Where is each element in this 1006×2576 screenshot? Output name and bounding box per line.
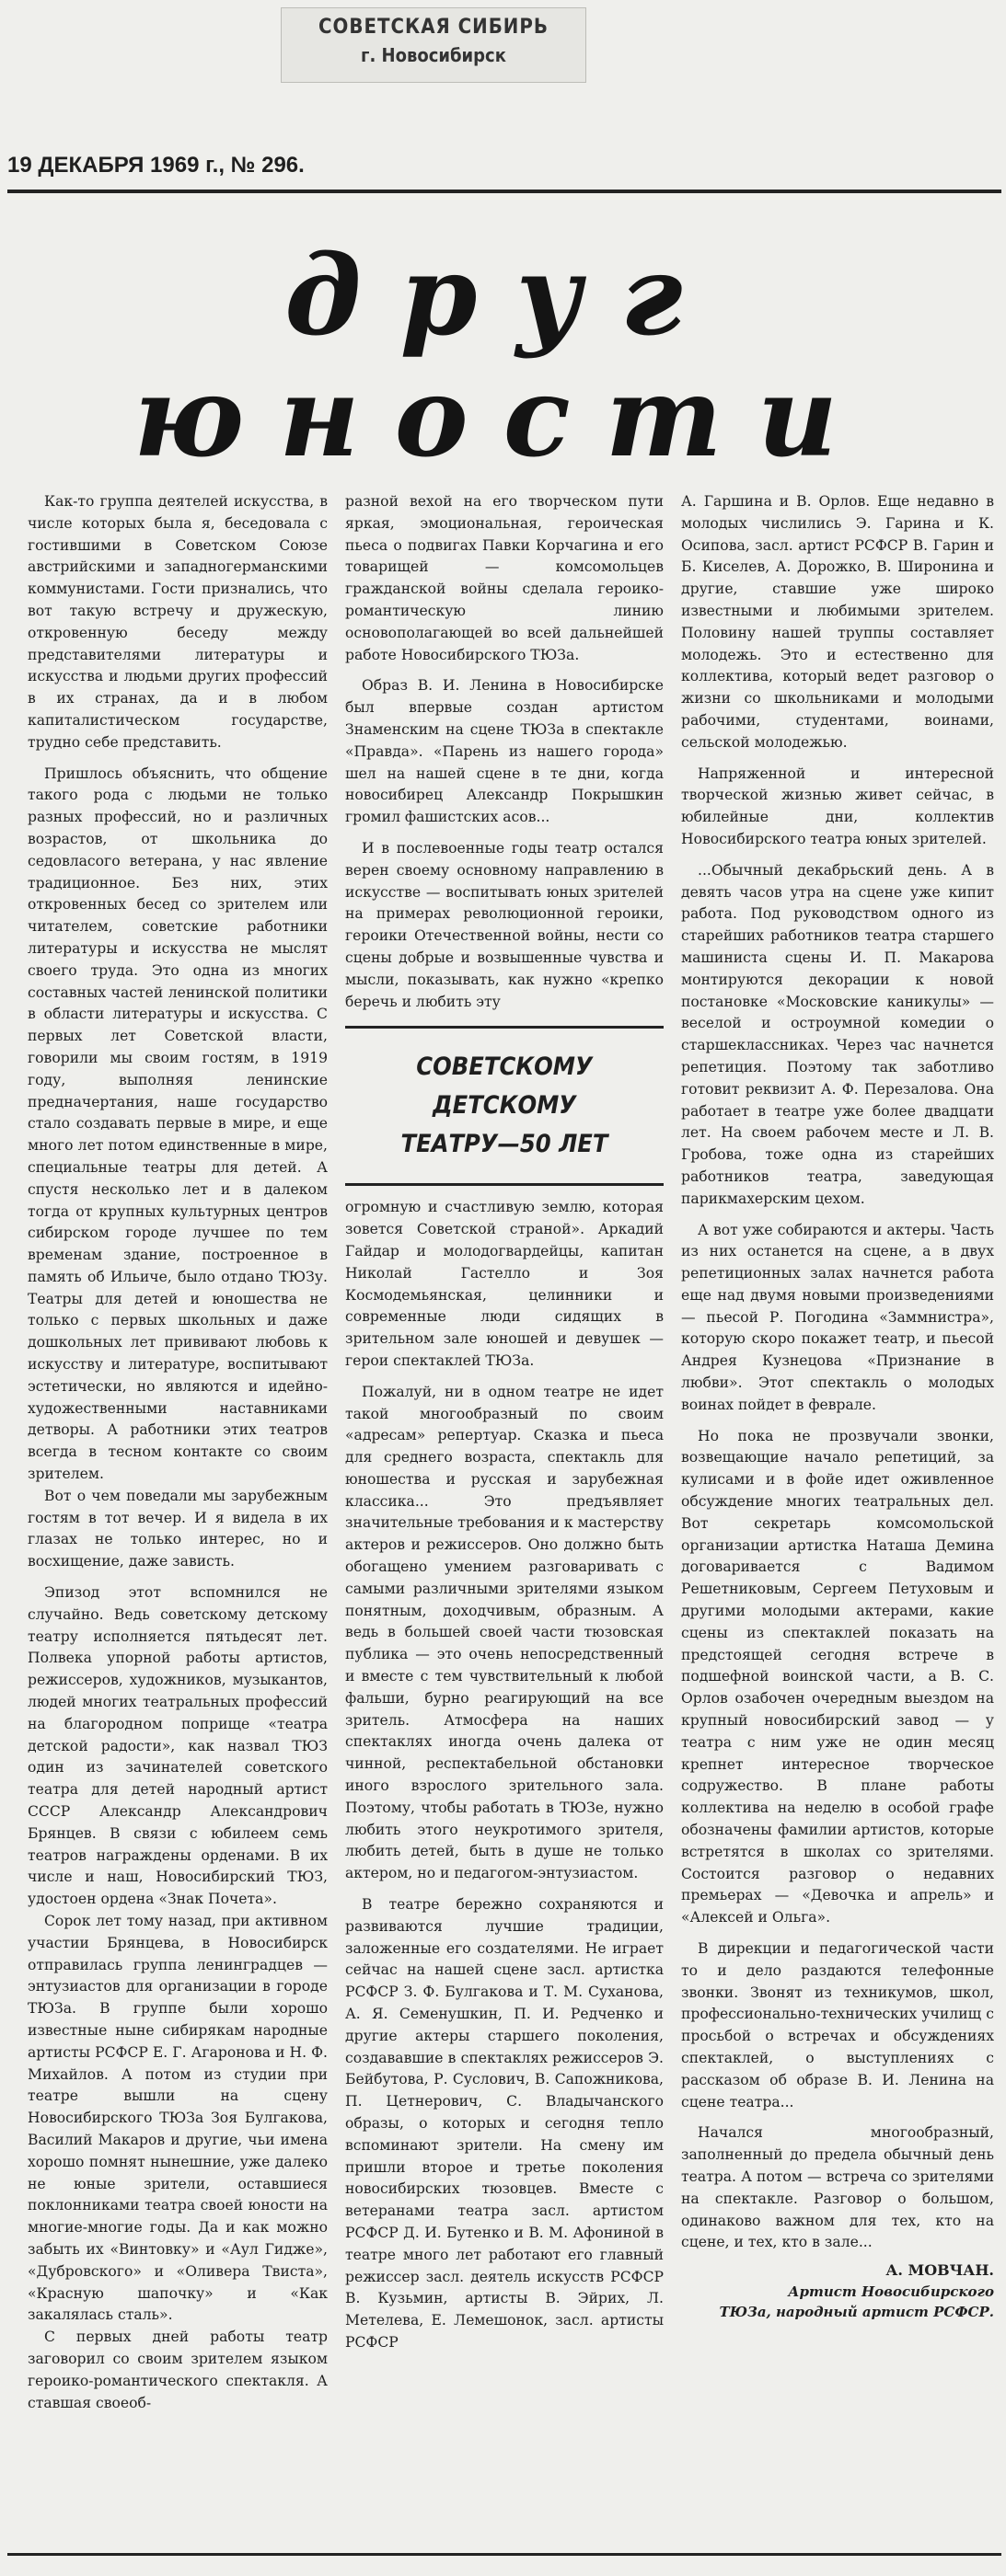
- dateline: 19 ДЕКАБРЯ 1969 г., № 296.: [7, 153, 305, 178]
- headline-line-1: друг: [284, 231, 722, 361]
- rubric-line-2: ТЕАТРУ—50 ЛЕТ: [400, 1130, 608, 1159]
- stamp-newspaper-name: СОВЕТСКАЯ СИБИРЬ: [318, 16, 549, 39]
- bottom-rule: [7, 2553, 1001, 2556]
- paragraph: Сорок лет тому назад, при активном участии Брянцева, в Новосибирск отправилась группа ленинградцев — энтузиастов для организации в городе ТЮЗа. В группе были хорошо известные ныне сибирякам народные артисты РСФСР Е. Г. Агаронова и Н. Ф. Михайлов. А потом из студии при театре вышли на сцену Новосибирского ТЮЗа Зоя Булгакова, Василий Макаров и другие, чьи имена хорошо помнят нынешние, уже далеко не юные зрители, оставшиеся поклонниками театра своей юности на многие-многие годы. Да и как можно забыть их «Винтовку» и «Аул Гидже», «Дубровского» и «Оливера Твиста», «Красную шапочку» и «Как закалялась сталь».: [28, 1913, 328, 2324]
- paragraph: Но пока не прозвучали звонки, возвещающие начало репетиций, за кулисами и в фойе идет оживленное обсуждение многих театральных дел. Вот секретарь комсомольской организации артистка Наташа Демина договаривается с Вадимом Решетниковым, Сергеем Петуховым и другими молодыми актерами, какие сцены из спектаклей показать на предстоящей сегодня встрече в подшефной воинской части, а В. С. Орлов озабочен очередным выездом на крупный новосибирский завод — у театра с ним уже не один месяц крепнет интересное творческое содружество. В плане работы коллектива на неделю в особой графе обозначены фамилии артистов, которые встретятся в школах со зрителями. Состоится разговор о недавних премьерах — «Девочка и апрель» и «Алексей и Ольга».: [681, 1427, 994, 1926]
- paragraph: В театре бережно сохраняются и развиваются лучшие традиции, заложенные его создателями. Не играет сейчас на нашей сцене засл. артистка РСФСР З. Ф. Булгакова и Т. М. Суханова, А. Я. Семенушкин, П. И. Редченко и другие актеры старшего поколения, создававшие в спектаклях режиссеров Э. Бейбутова, Р. Суслович, В. Сапожникова, П. Цетнерович, С. Владычанского образы, о которых и сегодня тепло вспоминают зрители. На смену им пришли второе и третье поколения новосибирских тюзовцев. Вместе с ветеранами театра засл. артистом РСФСР Д. И. Бутенко и В. М. Афониной в театре много лет работают его главный режиссер засл. деятель искусств РСФСР В. Кузьмин, артисты В. Эйрих, Л. Метелева, Е. Лемешонок, засл. артисты РСФСР: [345, 1896, 664, 2351]
- paragraph: А. Гаршина и В. Орлов. Еще недавно в молодых числились Э. Гарина и К. Осипова, засл. артист РСФСР В. Гарин и Б. Киселев, А. Дорожко, В. Широнина и другие, ставшие уже широко известными и любимыми зрителем. Половину нашей труппы составляет молодежь. Это и естественно для коллектива, который ведет разговор о жизни со школьниками и молодыми рабочими, студентами, воинами, сельской молодежью.: [681, 493, 994, 751]
- top-rule: [7, 190, 1001, 193]
- paragraph: Эпизод этот вспомнился не случайно. Ведь советскому детскому театру исполняется пятьдесят лет. Полвека упорной работы артистов, режиссеров, художников, музыкантов, людей многих театральных профессий на благородном поприще «театра детской радости», как назвал ТЮЗ один из зачинателей советского театра для детей народный артист СССР Александр Александрович Брянцев. В связи с юбилеем семь театров награждены орденами. В их числе и наш, Новосибирский ТЮЗ, удостоен ордена «Знак Почета».: [28, 1584, 328, 1908]
- article-column-2: [345, 491, 664, 2552]
- headline-line-2: юности: [133, 352, 873, 482]
- paragraph: Пожалуй, ни в одном театре не идет такой многообразный по своим «адресам» репертуар. Сказка и пьеса для среднего возраста, спектакль для юношества и русская и зарубежная классика... Это предъявляет значительные требования и к мастерству актеров и режиссеров. Оно должно быть обогащено умением разговаривать с самыми различными зрителями языком понятным, доходчивым, образным. А ведь в большей своей части тюзовская публика — это очень непосредственный и вместе с тем чувствительный к любой фальши, бурно реагирующий на все зритель. Атмосфера на наших спектаклях иногда очень далека от чинной, респектабельной обстановки иного взрослого зрительного зала. Поэтому, чтобы работать в ТЮЗе, нужно любить этого неукротимого зрителя, любить детей, быть в душе не только актером, но и педагогом-энтузиастом.: [345, 1383, 664, 1882]
- paragraph: Начался многообразный, заполненный до предела обычный день театра. А потом — встреча со зрителями на спектакле. Разговор о большом, одинаково важном для тех, кто на сцене, и тех, кто в зале...: [681, 2124, 994, 2251]
- article-column-1: [28, 491, 328, 2552]
- paragraph: С первых дней работы театр заговорил со своим зрителем языком героико-романтического спектакля. А ставшая своеоб-: [28, 2329, 328, 2411]
- paragraph: Вот о чем поведали мы зарубежным гостям в тот вечер. И я видела в их глазах не только интерес, но и восхищение, даже зависть.: [28, 1487, 328, 1570]
- rubric-line-1: СОВЕТСКОМУ ДЕТСКОМУ: [416, 1052, 593, 1121]
- paragraph: огромную и счастливую землю, которая зовется Советской страной». Аркадий Гайдар и молодогвардейцы, капитан Николай Гастелло и Зоя Космодемьянская, целинники и современные люди сидящих в зрительном зале юношей и девушек — герои спектаклей ТЮЗа.: [345, 1199, 664, 1369]
- paragraph: А вот уже собираются и актеры. Часть из них останется на сцене, а в двух репетиционных залах начнется работа еще над двумя новыми произведениями — пьесой Р. Погодина «Заммнистра», которую скоро покажет театр, и пьесой Андрея Кузнецова «Признание в любви». Этот спектакль о молодых воинах пойдет в феврале.: [681, 1221, 994, 1413]
- paragraph: Пришлось объяснить, что общение такого рода с людьми не только разных профессий, но и различных возрастов, от школьника до седовласого ветерана, у нас явление традиционное. Без них, этих откровенных бесед со зрителем или читателем, советские работники литературы и искусства не мыслят своего труда. Это одна из многих составных частей ленинской политики в области литературы и искусства. С первых лет Советской власти, говорили мы своим гостям, в 1919 году, выполняя ленинские предначертания, наше государство стало создавать первые в мире, и еще много лет потом единственные в мире, специальные театры для детей. А спустя несколько лет и в далеком тогда от крупных культурных центров сибирском городе лучшее по тем временам здание, построенное в память об Ильиче, было отдано ТЮЗу. Театры для детей и юношества не только с первых школьных и даже дошкольных лет прививают любовь к искусству и литературе, воспитывают эстетически, но являются и идейно-художественными наставниками детворы. А работники этих театров всегда в тесном контакте со своим зрителем.: [28, 765, 328, 1483]
- paragraph: И в послевоенные годы театр остался верен своему основному направлению в искусстве — воспитывать юных зрителей на примерах революционной героики, героики Отечественной войны, нести со сцены добрые и возвышенные чувства и мысли, показывать, как нужно «крепко беречь и любить эту: [345, 839, 664, 1010]
- stamp-city: г. Новосибирск: [361, 44, 506, 66]
- paragraph: разной вехой на его творческом пути яркая, эмоциональная, героическая пьеса о подвигах Павки Корчагина и его товарищей — комсомольцев гражданской войны сделала героико-романтическую линию основополагающей во всей дальнейшей работе Новосибирского ТЮЗа.: [345, 493, 664, 663]
- author-position-line-2: ТЮЗа, народный артист РСФСР.: [719, 2303, 994, 2320]
- author-name: А. МОВЧАН.: [885, 2261, 994, 2280]
- paragraph: В дирекции и педагогической части то и дело раздаются телефонные звонки. Звонят из техникумов, школ, профессионально-технических училищ с просьбой о встречах и обсуждениях спектаклей, о выступлениях с рассказом об образе В. И. Ленина на сцене театра...: [681, 1940, 994, 2110]
- paragraph: Как-то группа деятелей искусства, в числе которых была я, беседовала с гостившими в Советском Союзе австрийскими и западногерманскими коммунистами. Гости признались, что вот такую встречу и дружескую, откровенную беседу между представителями литературы и искусства и людьми других профессий в их странах, да и в любом капиталистическом государстве, трудно себе представить.: [28, 493, 328, 751]
- headline: [0, 231, 1006, 482]
- paragraph: ...Обычный декабрьский день. А в девять часов утра на сцене уже кипит работа. Под руководством одного из старейших работников театра старшего машиниста сцены И. П. Макарова монтируются декорации к новой постановке «Московские каникулы» — веселой и остроумной комедии о старшеклассниках. Через час начнется репетиция. Поэтому так заботливо готовит реквизит А. Ф. Перезалова. Она работает в театре уже более двадцати лет. На своем рабочем месте и Л. В. Гробова, тоже одна из старейших работников театра, заведующая парикмахерским цехом.: [681, 861, 994, 1207]
- rubric-box: [345, 1026, 664, 1186]
- author-position-line-1: Артист Новосибирского: [788, 2283, 994, 2300]
- paragraph: Образ В. И. Ленина в Новосибирске был впервые создан артистом Знаменским на сцене ТЮЗа в спектакле «Правда». «Парень из нашего города» шел на нашей сцене в те дни, когда новосибирец Александр Покрышкин громил фашистских асов...: [345, 677, 664, 826]
- newspaper-stamp: [281, 7, 586, 83]
- article-column-3: [681, 491, 994, 2552]
- paragraph: Напряженной и интересной творческой жизнью живет сейчас, в юбилейные дни, коллектив Новосибирского театра юных зрителей.: [681, 765, 994, 847]
